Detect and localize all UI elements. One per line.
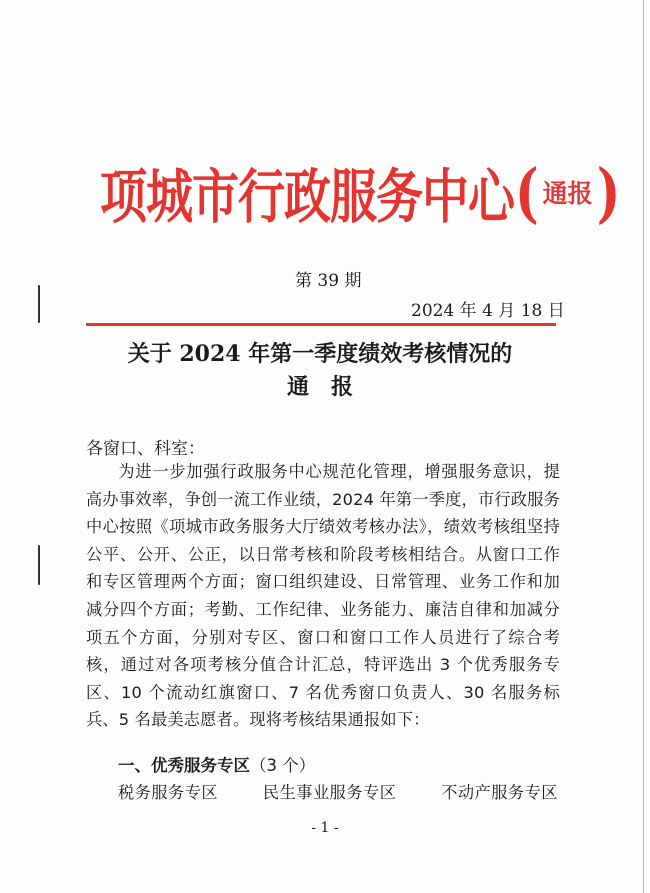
masthead-close-paren: ) (596, 153, 621, 231)
masthead-open-paren: ( (515, 153, 539, 231)
list-item: 税务服务专区 (118, 783, 219, 802)
issue-date: 2024 年 4 月 18 日 (411, 301, 565, 321)
body-paragraph: 为进一步加强行政服务中心规范化管理，增强服务意识，提高办事效率，争创一流工作业绩，2024 年第一季度，市行政服务中心按照《项城市政务服务大厅绩效考核办法》，绩效考核组坚持公平、公开、公正，以日常考核和阶段考核相结合。从窗口工作和专区管理两个方面；窗口组织建设、日常管理、业务工作和加减分四个方面；考勤、工作纪律、业务能力、廉洁自律和加减分项五个方面，分别对专区、窗口和窗口工作人员进行了综合考核，通过对各项考核分值合计汇总，特评选出 3 个优秀服务专区、10 个流动红旗窗口、7 名优秀窗口负责人、30 名服务标兵、5 名最美志愿者。现将考核结果通报如下： (86, 462, 560, 730)
scan-edge (643, 0, 644, 893)
section-heading (118, 752, 315, 776)
document-title (80, 338, 560, 404)
masthead-title: 项城市行政服务中心 (100, 162, 514, 232)
section-heading-label: 一、优秀服务专区 (118, 756, 250, 775)
red-divider (86, 323, 556, 326)
masthead (100, 152, 621, 232)
binding-mark (38, 545, 40, 585)
list-item: 民生事业服务专区 (262, 783, 397, 802)
section-heading-count: （3 个） (250, 756, 316, 775)
excellent-zones-list (118, 779, 558, 803)
masthead-subtitle: 通报 (542, 179, 593, 208)
binding-mark (38, 285, 40, 323)
issue-number: 第 39 期 (295, 271, 362, 291)
salutation: 各窗口、科室： (86, 439, 205, 459)
page-number: - 1 - (311, 820, 339, 836)
document-title-line1: 关于 2024 年第一季度绩效考核情况的 (127, 341, 513, 367)
list-item: 不动产服务专区 (441, 783, 558, 802)
document-title-line2: 通报 (286, 374, 375, 400)
